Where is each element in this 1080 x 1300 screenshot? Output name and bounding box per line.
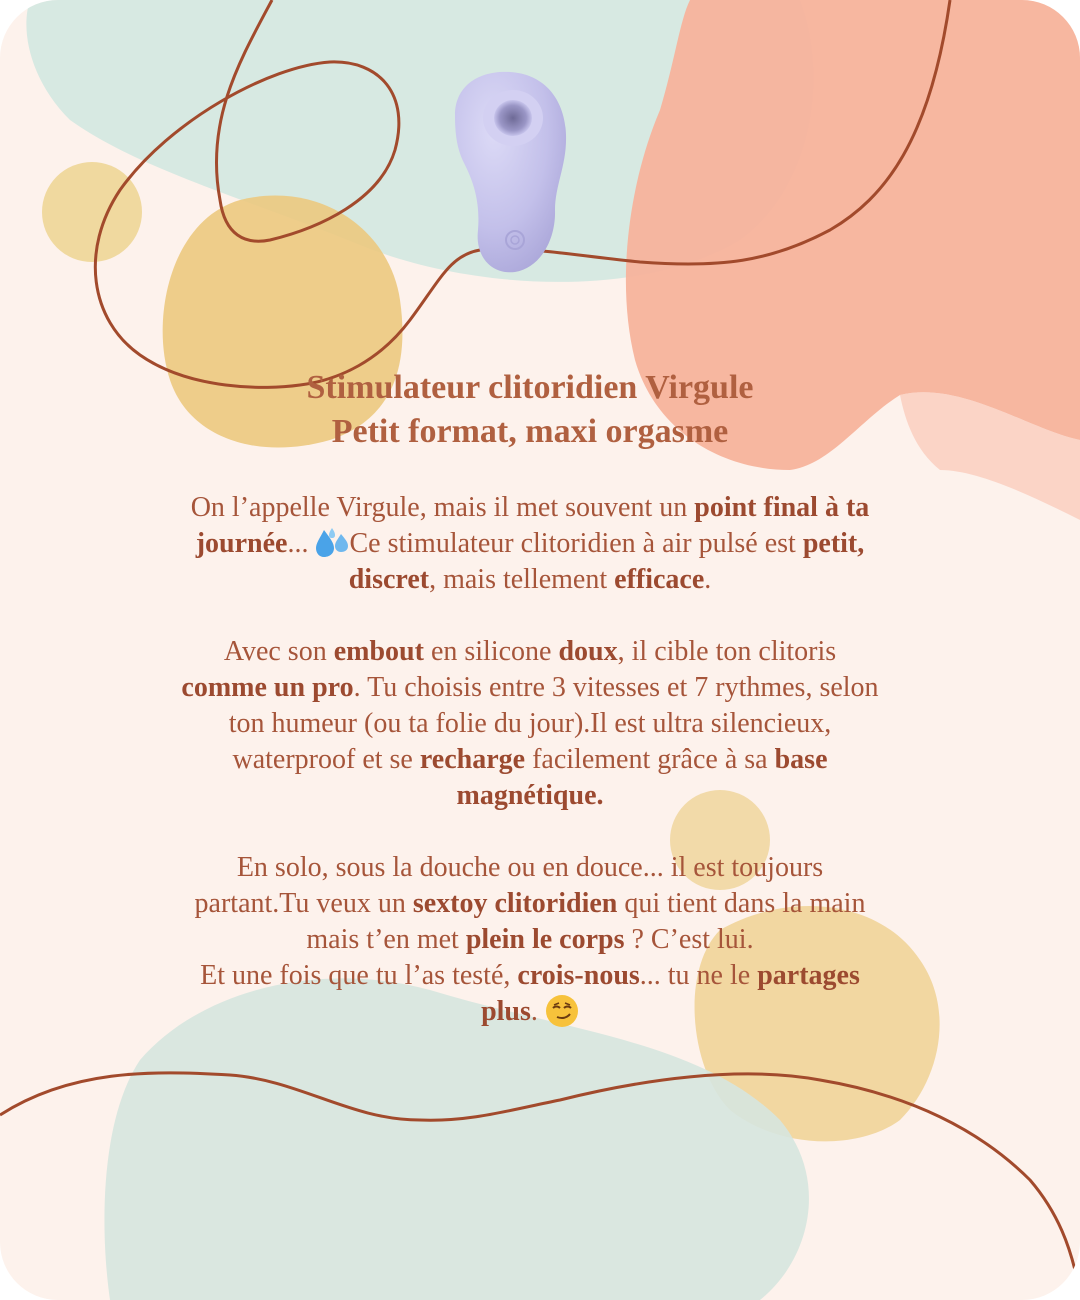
smirking-face-icon [545,994,579,1028]
description-paragraph-2: Avec son embout en silicone doux, il cible ton clitoris comme un pro. Tu choisis entre 3 vitesses et 7 rythmes, selon ton humeur (ou ta folie du jour).Il est ultra silencieux, waterproof et se recharge facilement grâce à sa base magnétique. [181,636,879,811]
product-title: Stimulateur clitoridien Virgule [306,369,754,406]
product-tagline: Petit format, maxi orgasme [331,413,729,450]
description-paragraph-1: On l’appelle Virgule, mais il met souvent un point final à ta journée... Ce stimulateur clitoridien à air pulsé est petit, discret, mais tellement efficace. [190,492,870,595]
product-nozzle-hole [494,100,532,136]
sweat-droplets-icon [316,528,350,558]
description-paragraph-3: En solo, sous la douche ou en douce... il est toujours partant.Tu veux un sextoy clitoridien qui tient dans la main mais t’en met plein le corps ? C’est lui. Et une fois que tu l’as testé, crois-nous... tu ne le partages plus. [194,852,866,1027]
product-description [180,366,880,1030]
